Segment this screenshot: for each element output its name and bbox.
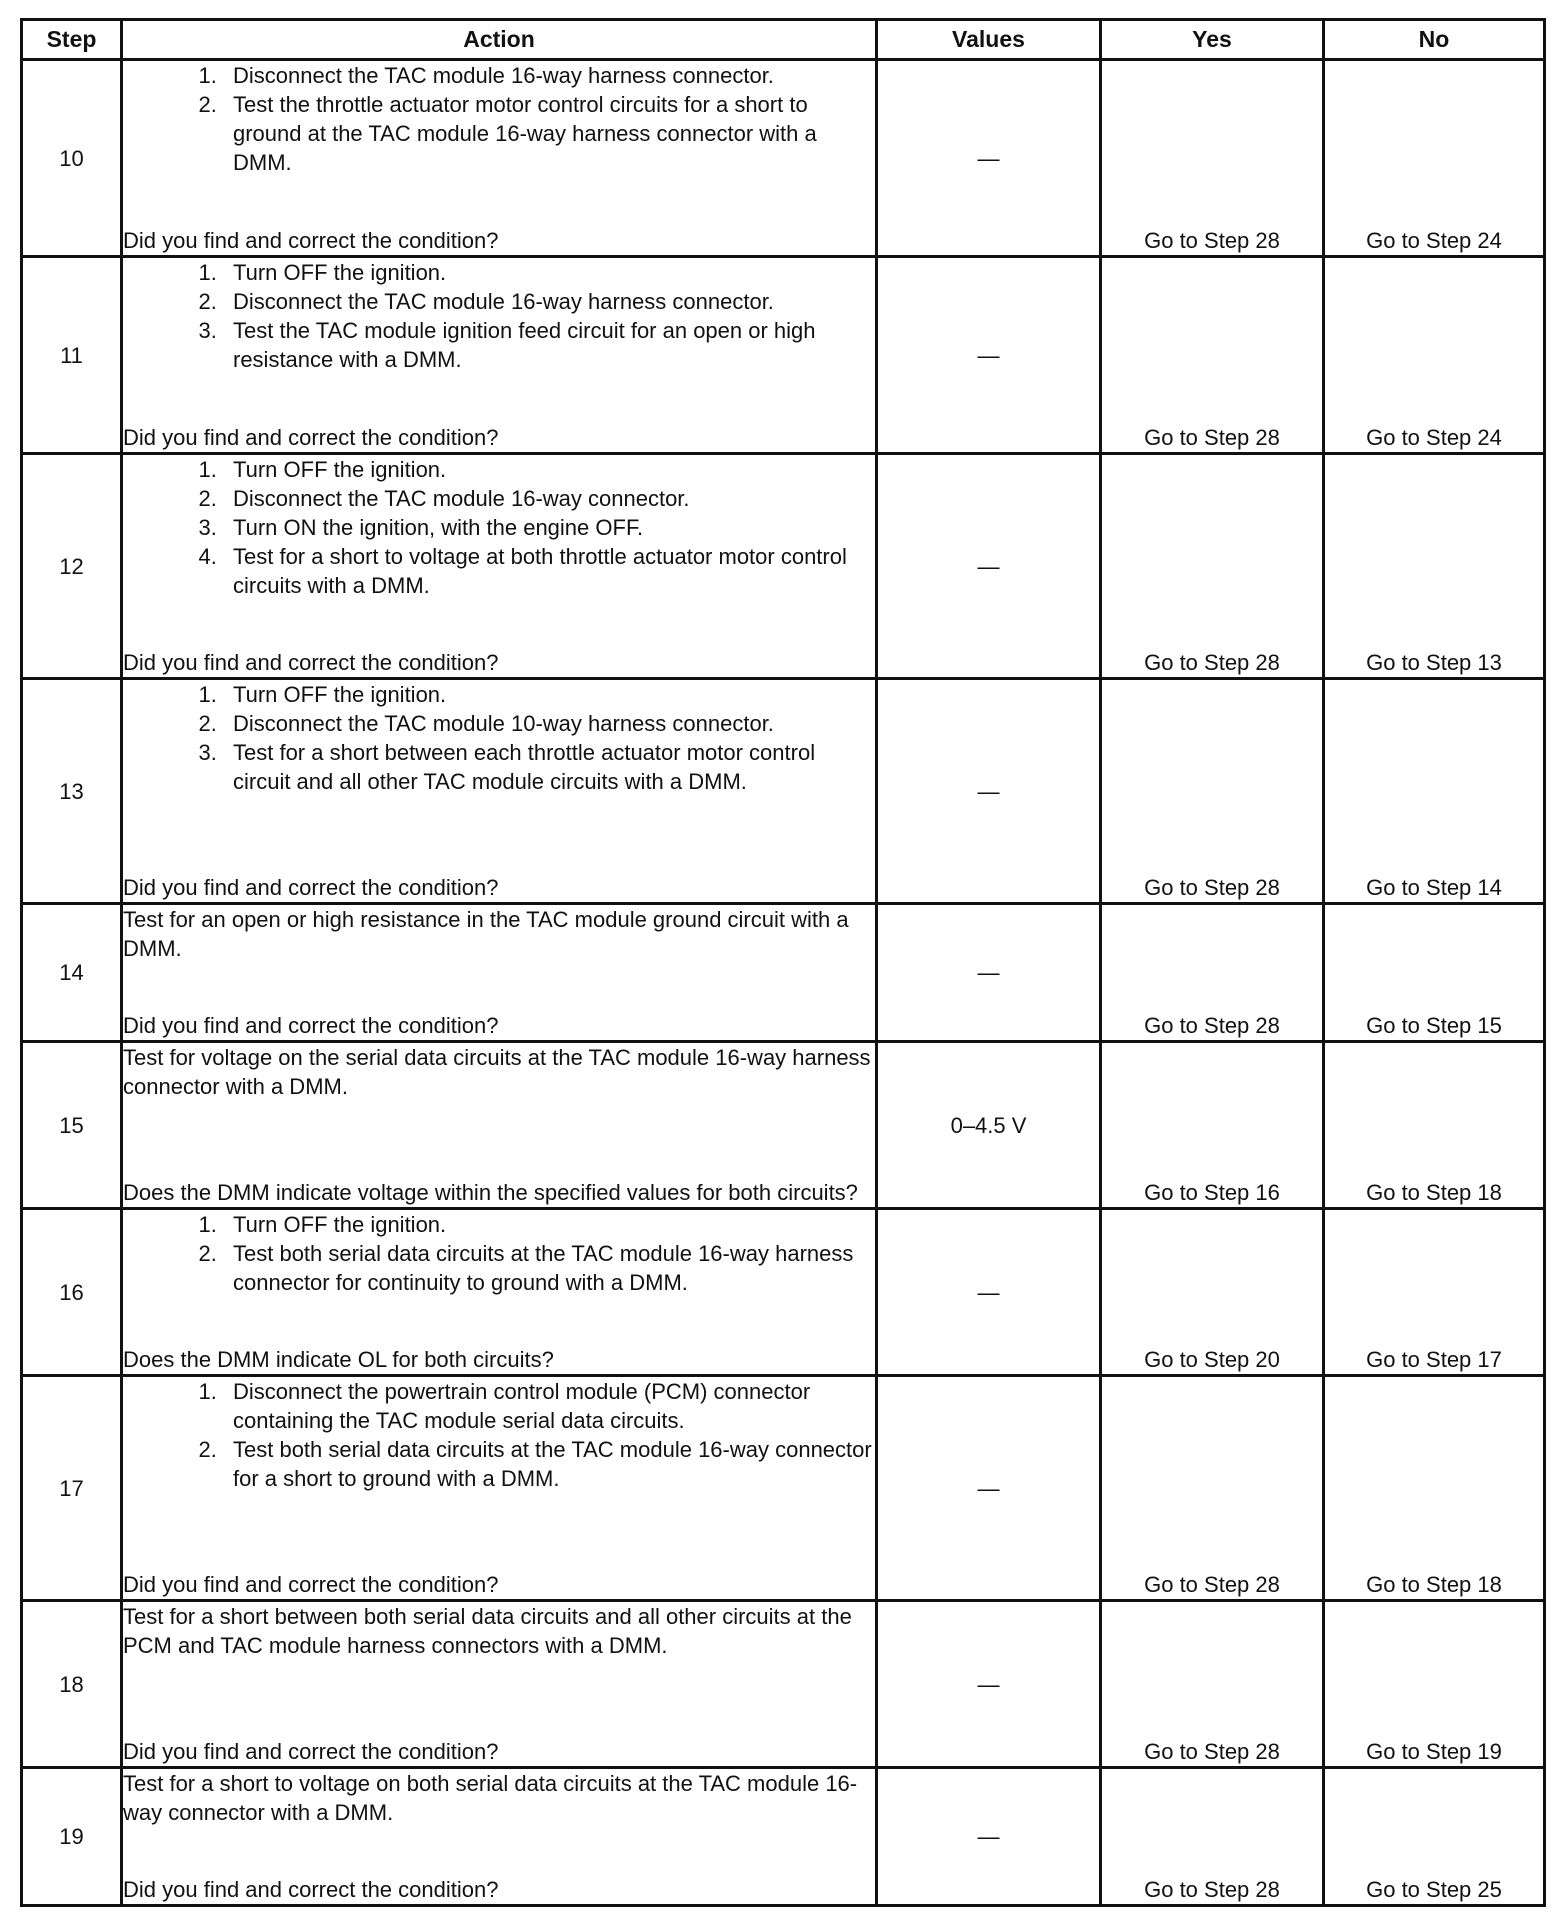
step-number: 14	[22, 904, 122, 1042]
step-number: 12	[22, 454, 122, 679]
no-cell: Go to Step 18	[1324, 1376, 1545, 1601]
values-cell: —	[877, 1768, 1101, 1906]
action-text: Test for voltage on the serial data circuits at the TAC module 16-way harness connector with a DMM.	[123, 1045, 871, 1099]
table-row	[22, 1376, 1545, 1601]
action-cell	[122, 1042, 877, 1209]
yes-cell: Go to Step 28	[1101, 679, 1324, 904]
yes-cell: Go to Step 28	[1101, 454, 1324, 679]
yes-cell: Go to Step 28	[1101, 60, 1324, 257]
action-step: 1. Turn OFF the ignition.	[223, 455, 875, 484]
header-values: Values	[877, 20, 1101, 60]
no-cell: Go to Step 15	[1324, 904, 1545, 1042]
action-steps-list	[123, 258, 875, 374]
step-number: 15	[22, 1042, 122, 1209]
values-cell: —	[877, 679, 1101, 904]
action-question: Did you find and correct the condition?	[123, 1572, 499, 1597]
action-text: Test for a short to voltage on both serial data circuits at the TAC module 16-way connector with a DMM.	[123, 1771, 858, 1825]
action-steps-list	[123, 455, 875, 600]
action-step: 2. Disconnect the TAC module 10-way harness connector.	[223, 709, 875, 738]
no-cell: Go to Step 17	[1324, 1209, 1545, 1376]
table-row	[22, 1209, 1545, 1376]
action-text: Test for a short between both serial data circuits and all other circuits at the PCM and TAC module harness connectors with a DMM.	[123, 1604, 852, 1658]
yes-cell: Go to Step 28	[1101, 1376, 1324, 1601]
diagnostic-table	[20, 18, 1546, 1907]
header-yes: Yes	[1101, 20, 1324, 60]
yes-cell: Go to Step 28	[1101, 257, 1324, 454]
action-steps-list	[123, 680, 875, 796]
action-step: 3. Test for a short between each throttle actuator motor control circuit and all other TAC module circuits with a DMM.	[223, 738, 875, 796]
action-step: 1. Turn OFF the ignition.	[223, 1210, 875, 1239]
action-cell	[122, 1601, 877, 1768]
yes-cell: Go to Step 20	[1101, 1209, 1324, 1376]
action-question: Did you find and correct the condition?	[123, 1739, 499, 1764]
action-step: 1. Disconnect the TAC module 16-way harness connector.	[223, 61, 875, 90]
action-steps-list	[123, 61, 875, 177]
table-row	[22, 679, 1545, 904]
header-no: No	[1324, 20, 1545, 60]
step-number: 11	[22, 257, 122, 454]
header-action: Action	[122, 20, 877, 60]
no-cell: Go to Step 18	[1324, 1042, 1545, 1209]
action-step: 1. Turn OFF the ignition.	[223, 680, 875, 709]
values-cell: —	[877, 257, 1101, 454]
table-row	[22, 1768, 1545, 1906]
action-step: 2. Test the throttle actuator motor control circuits for a short to ground at the TAC module 16-way harness connector with a DMM.	[223, 90, 875, 177]
action-cell	[122, 454, 877, 679]
action-cell	[122, 904, 877, 1042]
step-number: 19	[22, 1768, 122, 1906]
no-cell: Go to Step 24	[1324, 60, 1545, 257]
yes-cell: Go to Step 28	[1101, 1601, 1324, 1768]
table-row	[22, 257, 1545, 454]
action-question: Did you find and correct the condition?	[123, 1877, 499, 1902]
action-steps-list	[123, 1210, 875, 1297]
table-row	[22, 904, 1545, 1042]
action-text: Test for an open or high resistance in the TAC module ground circuit with a DMM.	[123, 907, 849, 961]
action-question: Did you find and correct the condition?	[123, 875, 499, 900]
values-cell: —	[877, 1376, 1101, 1601]
action-step: 2. Test both serial data circuits at the TAC module 16-way connector for a short to ground with a DMM.	[223, 1435, 875, 1493]
values-cell: —	[877, 1209, 1101, 1376]
yes-cell: Go to Step 28	[1101, 1768, 1324, 1906]
action-cell	[122, 1768, 877, 1906]
values-cell: —	[877, 1601, 1101, 1768]
yes-cell: Go to Step 28	[1101, 904, 1324, 1042]
no-cell: Go to Step 14	[1324, 679, 1545, 904]
values-cell: —	[877, 60, 1101, 257]
action-cell	[122, 1376, 877, 1601]
action-step: 3. Turn ON the ignition, with the engine OFF.	[223, 513, 875, 542]
values-cell: —	[877, 454, 1101, 679]
action-question: Does the DMM indicate voltage within the specified values for both circuits?	[123, 1180, 858, 1205]
no-cell: Go to Step 19	[1324, 1601, 1545, 1768]
yes-cell: Go to Step 16	[1101, 1042, 1324, 1209]
step-number: 10	[22, 60, 122, 257]
table-row	[22, 454, 1545, 679]
no-cell: Go to Step 24	[1324, 257, 1545, 454]
action-steps-list	[123, 1377, 875, 1493]
action-step: 2. Test both serial data circuits at the TAC module 16-way harness connector for continuity to ground with a DMM.	[223, 1239, 875, 1297]
action-step: 3. Test the TAC module ignition feed circuit for an open or high resistance with a DMM.	[223, 316, 875, 374]
no-cell: Go to Step 25	[1324, 1768, 1545, 1906]
action-cell	[122, 679, 877, 904]
table-row	[22, 1601, 1545, 1768]
no-cell: Go to Step 13	[1324, 454, 1545, 679]
step-number: 13	[22, 679, 122, 904]
action-question: Does the DMM indicate OL for both circuits?	[123, 1347, 554, 1372]
action-step: 2. Disconnect the TAC module 16-way harness connector.	[223, 287, 875, 316]
table-row	[22, 60, 1545, 257]
step-number: 17	[22, 1376, 122, 1601]
step-number: 18	[22, 1601, 122, 1768]
action-cell	[122, 60, 877, 257]
action-step: 1. Disconnect the powertrain control module (PCM) connector containing the TAC module serial data circuits.	[223, 1377, 875, 1435]
action-question: Did you find and correct the condition?	[123, 650, 499, 675]
action-cell	[122, 1209, 877, 1376]
action-step: 4. Test for a short to voltage at both throttle actuator motor control circuits with a DMM.	[223, 542, 875, 600]
action-cell	[122, 257, 877, 454]
table-row	[22, 1042, 1545, 1209]
action-question: Did you find and correct the condition?	[123, 425, 499, 450]
action-step: 2. Disconnect the TAC module 16-way connector.	[223, 484, 875, 513]
action-question: Did you find and correct the condition?	[123, 228, 499, 253]
header-row	[22, 20, 1545, 60]
action-question: Did you find and correct the condition?	[123, 1013, 499, 1038]
action-step: 1. Turn OFF the ignition.	[223, 258, 875, 287]
values-cell: 0–4.5 V	[877, 1042, 1101, 1209]
values-cell: —	[877, 904, 1101, 1042]
step-number: 16	[22, 1209, 122, 1376]
header-step: Step	[22, 20, 122, 60]
